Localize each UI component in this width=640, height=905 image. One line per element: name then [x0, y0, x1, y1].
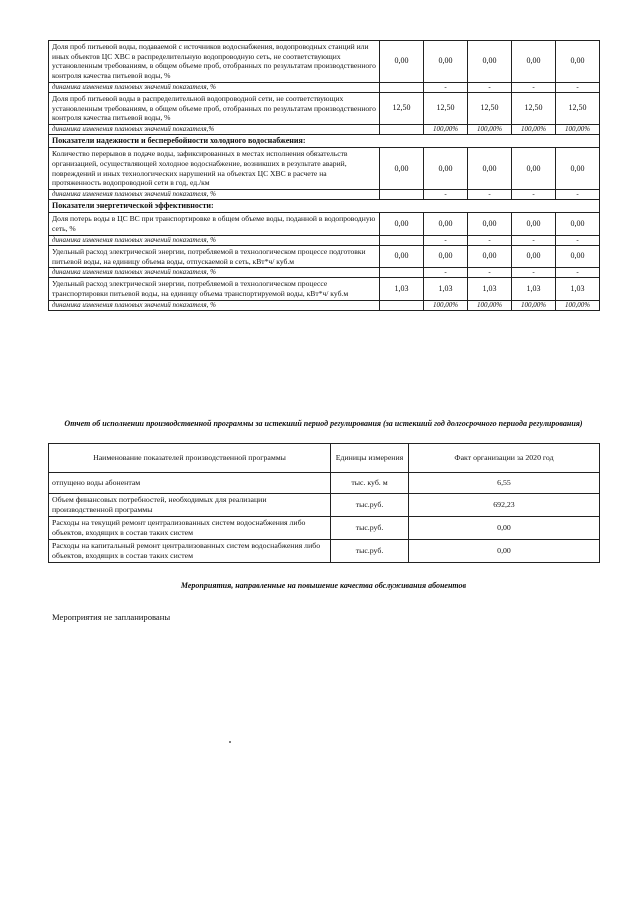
dynamics-label: динамика изменения плановых значений показателя, %	[49, 190, 380, 200]
report-row-name: Расходы на текущий ремонт централизованных систем водоснабжения либо объектов, входящих в состав таких систем	[49, 516, 331, 539]
report-row-value: 6,55	[409, 473, 600, 494]
indicator-value-col-4: 0,00	[512, 245, 556, 267]
section-header-row	[49, 200, 600, 213]
report-row-value: 0,00	[409, 539, 600, 562]
indicator-row	[49, 41, 600, 83]
indicator-value-col-2: 0,00	[424, 213, 468, 235]
indicator-value-col-4: 1,03	[512, 278, 556, 300]
report-row-name: Объем финансовых потребностей, необходимых для реализации производственной программы	[49, 494, 331, 517]
indicator-label: Удельный расход электрической энергии, потребляемой в технологическом процессе подготовки питьевой воды, на единицу объема воды, отпускаемой в сеть, кВт*ч/ куб.м	[49, 245, 380, 267]
indicator-value-col-2: -	[424, 82, 468, 92]
section-header-row	[49, 135, 600, 148]
measures-text: Мероприятия не запланированы	[52, 612, 171, 622]
dynamics-label: динамика изменения плановых значений показателя, %	[49, 82, 380, 92]
indicator-row	[49, 213, 600, 235]
indicator-row	[49, 148, 600, 190]
indicator-value-col-2: 100,00%	[424, 300, 468, 310]
indicator-value-col-1	[380, 300, 424, 310]
report-header-row	[49, 444, 600, 473]
indicator-value-col-5: 0,00	[556, 213, 600, 235]
dynamics-label: динамика изменения плановых значений показателя, %	[49, 235, 380, 245]
indicator-value-col-2: 1,03	[424, 278, 468, 300]
indicator-value-col-1: 0,00	[380, 148, 424, 190]
indicator-value-col-3: 1,03	[468, 278, 512, 300]
indicator-value-col-5: 100,00%	[556, 300, 600, 310]
indicator-value-col-5: 1,03	[556, 278, 600, 300]
indicator-value-col-3: 0,00	[468, 148, 512, 190]
indicator-value-col-3: 0,00	[468, 213, 512, 235]
indicators-table-body	[49, 41, 600, 311]
indicator-label: Доля проб питьевой воды в распределительной водопроводной сети, не соответствующих установленным требованиям, в общем объеме проб, отобранных по результатам производственного контроля качества питьевой воды, %	[49, 92, 380, 124]
indicator-value-col-2: -	[424, 235, 468, 245]
indicator-value-col-4: 0,00	[512, 148, 556, 190]
indicator-value-col-3: 100,00%	[468, 300, 512, 310]
indicator-value-col-1	[380, 190, 424, 200]
dynamics-row	[49, 190, 600, 200]
dynamics-row	[49, 125, 600, 135]
table-row	[49, 539, 600, 562]
indicator-value-col-5: 0,00	[556, 41, 600, 83]
report-row-value: 0,00	[409, 516, 600, 539]
report-row-unit: тыс.руб.	[331, 516, 409, 539]
indicator-value-col-1	[380, 268, 424, 278]
indicator-value-col-4: -	[512, 82, 556, 92]
indicator-value-col-5: -	[556, 190, 600, 200]
report-row-value: 692,23	[409, 494, 600, 517]
dynamics-label: динамика изменения плановых значений показателя, %	[49, 268, 380, 278]
indicators-table	[48, 40, 600, 311]
indicator-value-col-5: 0,00	[556, 245, 600, 267]
indicator-value-col-4: 0,00	[512, 213, 556, 235]
indicator-value-col-3: -	[468, 235, 512, 245]
header-fact-2020: Факт организации за 2020 год	[409, 444, 600, 473]
indicator-value-col-3: -	[468, 268, 512, 278]
indicator-value-col-3: -	[468, 82, 512, 92]
report-row-name: Расходы на капитальный ремонт централизованных систем водоснабжения либо объектов, входящих в состав таких систем	[49, 539, 331, 562]
dynamics-label: динамика изменения плановых значений показателя, %	[49, 300, 380, 310]
indicator-value-col-1: 0,00	[380, 41, 424, 83]
indicator-value-col-5: 100,00%	[556, 125, 600, 135]
indicator-value-col-2: -	[424, 190, 468, 200]
indicator-value-col-1: 0,00	[380, 245, 424, 267]
dynamics-row	[49, 300, 600, 310]
indicator-value-col-5: -	[556, 82, 600, 92]
indicator-value-col-1: 1,03	[380, 278, 424, 300]
indicator-value-col-2: 0,00	[424, 245, 468, 267]
indicator-value-col-3: 100,00%	[468, 125, 512, 135]
dynamics-row	[49, 235, 600, 245]
indicator-value-col-3: 0,00	[468, 245, 512, 267]
indicator-label: Доля проб питьевой воды, подаваемой с источников водоснабжения, водопроводных станций или иных объектов ЦС ХВС в распределительную водопроводную сеть, не соответствующих установленным требованиям, в общем объеме проб, отобранных по результатам производственного контроля качества питьевой воды, %	[49, 41, 380, 83]
indicator-value-col-1	[380, 125, 424, 135]
indicator-row	[49, 92, 600, 124]
section-header: Показатели энергетической эффективности:	[49, 200, 600, 213]
indicator-value-col-2: 0,00	[424, 41, 468, 83]
indicator-value-col-2: -	[424, 268, 468, 278]
dynamics-row	[49, 82, 600, 92]
table-row	[49, 473, 600, 494]
indicator-value-col-3: -	[468, 190, 512, 200]
report-table	[48, 443, 600, 563]
table-row	[49, 516, 600, 539]
indicator-value-col-1	[380, 82, 424, 92]
indicator-value-col-5: 12,50	[556, 92, 600, 124]
indicator-value-col-1: 12,50	[380, 92, 424, 124]
indicator-value-col-3: 0,00	[468, 41, 512, 83]
section-header: Показатели надежности и бесперебойности холодного водоснабжения:	[49, 135, 600, 148]
measures-title: Мероприятия, направленные на повышение качества обслуживания абонентов	[180, 581, 467, 590]
indicator-value-col-3: 12,50	[468, 92, 512, 124]
header-indicator-name: Наименование показателей производственной программы	[49, 444, 331, 473]
dynamics-label: динамика изменения плановых значений показателя,%	[49, 125, 380, 135]
header-unit: Единицы измерения	[331, 444, 409, 473]
indicator-value-col-1	[380, 235, 424, 245]
table-row	[49, 494, 600, 517]
indicator-value-col-5: -	[556, 268, 600, 278]
indicator-row	[49, 245, 600, 267]
report-row-unit: тыс. куб. м	[331, 473, 409, 494]
indicator-value-col-4: -	[512, 268, 556, 278]
indicator-value-col-4: 100,00%	[512, 300, 556, 310]
report-title: Отчет об исполнении производственной программы за истекший период регулирования (за истекший год долгосрочного периода регулирования)	[64, 419, 583, 428]
indicator-value-col-2: 0,00	[424, 148, 468, 190]
indicator-value-col-4: 100,00%	[512, 125, 556, 135]
indicator-label: Доля потерь воды в ЦС ВС при транспортировке в общем объеме воды, поданной в водопроводную сеть, %	[49, 213, 380, 235]
indicator-value-col-5: 0,00	[556, 148, 600, 190]
report-row-unit: тыс.руб.	[331, 539, 409, 562]
dynamics-row	[49, 268, 600, 278]
indicator-value-col-4: 12,50	[512, 92, 556, 124]
indicator-value-col-2: 12,50	[424, 92, 468, 124]
indicator-row	[49, 278, 600, 300]
indicator-value-col-1: 0,00	[380, 213, 424, 235]
indicator-value-col-4: -	[512, 235, 556, 245]
report-row-name: отпущено воды абонентам	[49, 473, 331, 494]
indicator-value-col-5: -	[556, 235, 600, 245]
scan-speck	[229, 741, 231, 743]
report-row-unit: тыс.руб.	[331, 494, 409, 517]
indicator-label: Удельный расход электрической энергии, потребляемой в технологическом процессе транспортировки питьевой воды, на единицу объема транспортируемой воды, кВт*ч/ куб.м	[49, 278, 380, 300]
indicator-label: Количество перерывов в подаче воды, зафиксированных в местах исполнения обязательств организацией, осуществляющей холодное водоснабжение, возникших в результате аварий, повреждений и иных технологических нарушений на объектах ЦС ХВС в расчете на протяженность водопроводной сети в год, ед./км	[49, 148, 380, 190]
indicator-value-col-2: 100,00%	[424, 125, 468, 135]
indicator-value-col-4: -	[512, 190, 556, 200]
indicator-value-col-4: 0,00	[512, 41, 556, 83]
